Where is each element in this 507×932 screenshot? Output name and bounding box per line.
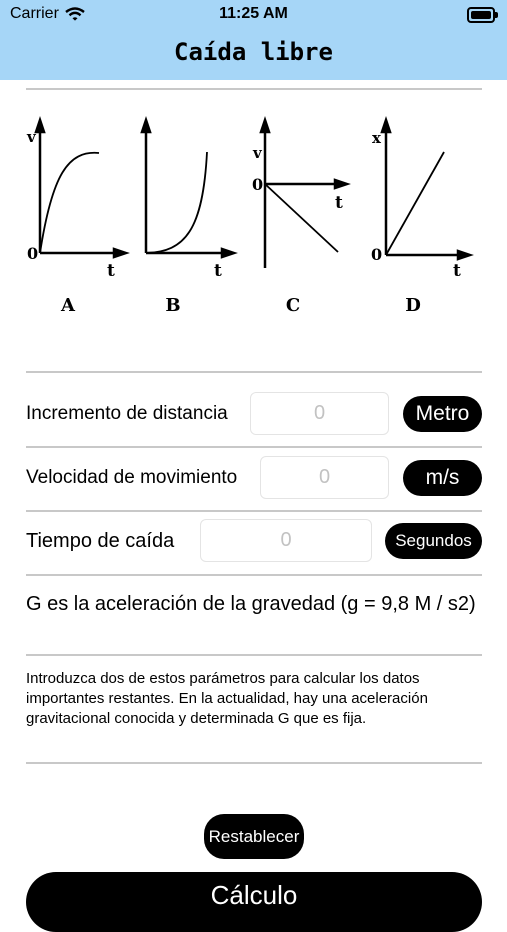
header-bar xyxy=(0,0,507,80)
graph-a xyxy=(36,120,126,257)
velocity-input[interactable]: 0 xyxy=(260,456,389,499)
graph-a-x-label: t xyxy=(107,261,115,281)
graph-c-y-label: v xyxy=(253,144,262,162)
distance-label: Incremento de distancia xyxy=(26,403,228,424)
clock: 11:25 AM xyxy=(219,5,288,22)
graph-a-caption: A xyxy=(61,295,75,316)
velocity-unit-button[interactable]: m/s xyxy=(403,460,482,496)
divider xyxy=(26,762,482,764)
graph-c-x-label: t xyxy=(335,193,343,213)
status-bar xyxy=(0,4,507,26)
graph-b xyxy=(142,120,234,257)
instructions-text: Introduzca dos de estos parámetros para calcular los datos importantes restantes. En la actualidad, hay una aceleración gravitacional conocida y determinada G que es fija. xyxy=(26,670,428,727)
graph-c-origin: 0 xyxy=(252,175,264,194)
graph-c-caption: C xyxy=(285,295,301,316)
velocity-label: Velocidad de movimiento xyxy=(26,467,238,488)
graph-d-origin: 0 xyxy=(371,245,383,264)
time-unit-button[interactable]: Segundos xyxy=(385,523,482,559)
motion-graphs xyxy=(0,105,507,325)
divider xyxy=(26,654,482,656)
gravity-note: G es la aceleración de la gravedad (g = 9,8 M / s2) xyxy=(26,593,476,615)
carrier-label: Carrier xyxy=(10,5,59,22)
divider xyxy=(26,88,482,90)
graph-d xyxy=(382,120,470,259)
divider xyxy=(26,446,482,448)
graph-a-origin: 0 xyxy=(27,244,39,263)
time-input[interactable]: 0 xyxy=(200,519,372,562)
graph-b-caption: B xyxy=(165,295,181,316)
graph-d-y-label: x xyxy=(372,129,381,147)
distance-input[interactable]: 0 xyxy=(250,392,389,435)
distance-unit-button[interactable]: Metro xyxy=(403,396,482,432)
reset-button[interactable]: Restablecer xyxy=(204,814,304,859)
graph-b-x-label: t xyxy=(214,261,222,281)
calculate-button[interactable]: Cálculo xyxy=(26,872,482,932)
divider xyxy=(26,371,482,373)
graph-d-x-label: t xyxy=(453,261,461,281)
page-title: Caída libre xyxy=(174,38,333,66)
divider xyxy=(26,510,482,512)
graph-d-caption: D xyxy=(405,295,421,316)
graph-a-y-label: v xyxy=(27,128,36,146)
divider xyxy=(26,574,482,576)
time-label: Tiempo de caída xyxy=(26,530,175,552)
battery-icon xyxy=(467,7,495,23)
